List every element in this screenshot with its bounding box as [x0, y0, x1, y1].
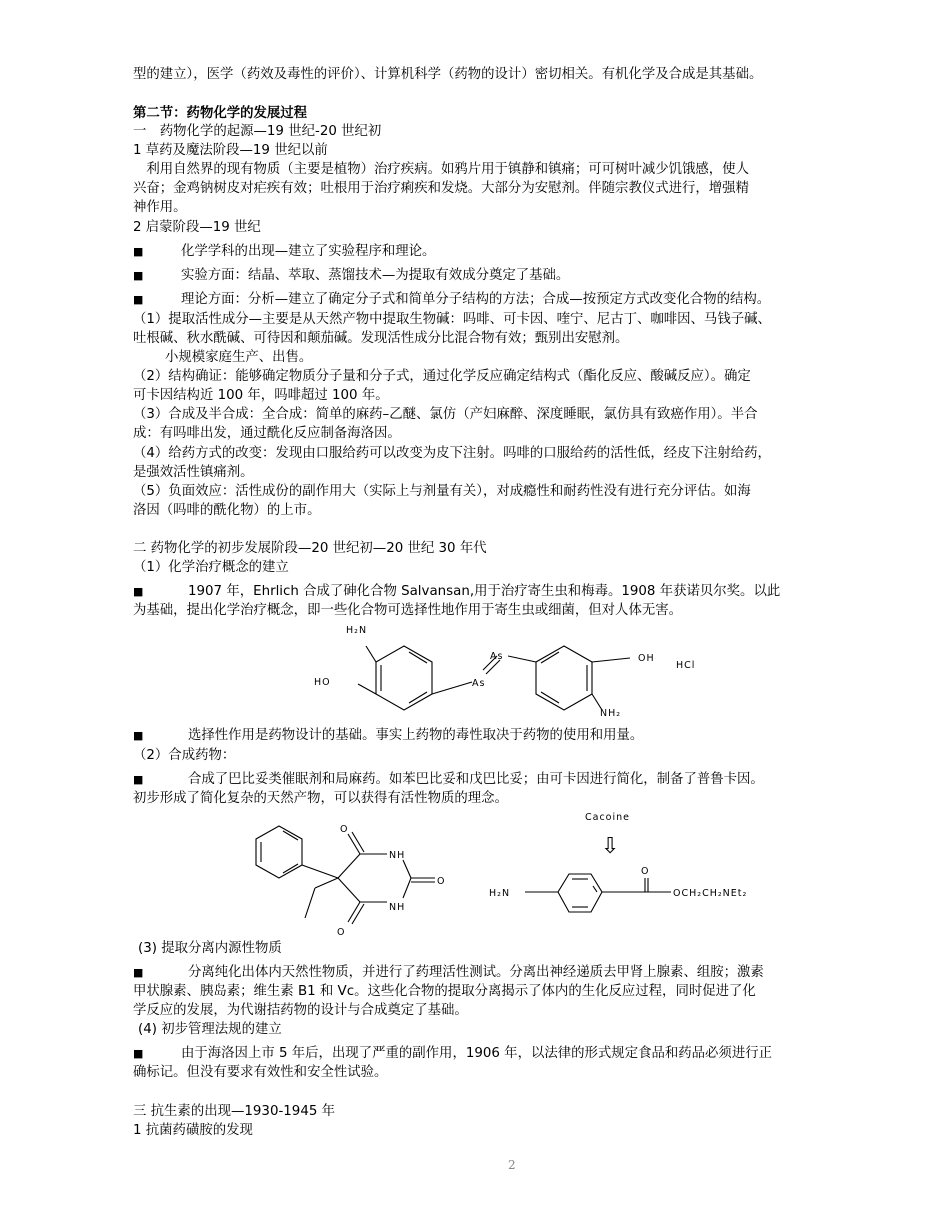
subheading: 三 抗生素的出现—1930-1945 年	[133, 1104, 336, 1119]
phenobarbital-structure	[245, 818, 455, 938]
amine-label: H₂N	[489, 888, 511, 899]
nh-label: NH	[389, 850, 406, 861]
ester-chain-label: OCH₂CH₂NEt₂	[673, 888, 748, 899]
arsenic-label: As	[490, 651, 504, 662]
cacoine-caption: Cacoine	[585, 812, 630, 823]
bullet-icon: ■	[133, 245, 144, 258]
text-line: 兴奋；金鸡钠树皮对疟疾有效；吐根用于治疗痢疾和发烧。大部分为安慰剂。伴随宗教仪式进行，增强精	[133, 181, 749, 196]
arsenic-label: As	[472, 678, 486, 689]
bullet-icon: ■	[133, 966, 144, 979]
text-line: 初步形成了简化复杂的天然产物，可以获得有活性物质的理念。	[133, 791, 508, 806]
text-line: （1）提取活性成分—主要是从天然产物中提取生物碱：吗啡、可卡因、喹宁、尼古丁、咖啡因、马钱子碱、	[133, 312, 771, 327]
oxygen-label: O	[437, 876, 446, 887]
subheading: 2 启蒙阶段—19 世纪	[133, 220, 261, 235]
bullet-icon: ■	[133, 293, 144, 306]
text-line: （3）合成及半合成：全合成：简单的麻药–乙醚、氯仿（产妇麻醉、深度睡眠，氯仿具有致癌作用）。半合	[133, 407, 758, 422]
section-heading: 第二节：药物化学的发展过程	[133, 106, 308, 121]
oxygen-label: O	[340, 824, 349, 835]
bullet-icon: ■	[133, 269, 144, 282]
subheading: 一 药物化学的起源—19 世纪-20 世纪初	[133, 124, 382, 139]
text-line: 确标记。但没有要求有效性和安全性试验。	[133, 1065, 388, 1080]
oxygen-label: O	[337, 927, 346, 938]
bullet-text: 实验方面：结晶、萃取、蒸馏技术—为提取有效成分奠定了基础。	[181, 268, 570, 283]
bullet-icon: ■	[133, 1047, 144, 1060]
text-line: 利用自然界的现有物质（主要是植物）治疗疾病。如鸦片用于镇静和镇痛；可可树叶减少饥饿感，使人	[133, 162, 749, 177]
text-line: （2）合成药物：	[133, 748, 236, 763]
bullet-text: 由于海洛因上市 5 年后，出现了严重的副作用，1906 年，以法律的形式规定食品和药品必须进行正	[181, 1046, 772, 1061]
bullet-icon: ■	[133, 585, 144, 598]
text-line: 学反应的发展，为代谢拮药物的设计与合成奠定了基础。	[133, 1003, 468, 1018]
text-line: （2）结构确证：能够确定物质分子量和分子式，通过化学反应确定结构式（酯化反应、酸碱反应）。确定	[133, 369, 751, 384]
text-line: 吐根碱、秋水酰碱、可待因和颠茄碱。发现活性成分比混合物有效；甄别出安慰剂。	[133, 331, 629, 346]
oxygen-label: O	[641, 866, 650, 877]
hydroxyl-label: HO	[314, 677, 331, 688]
subheading: 1 草药及魔法阶段—19 世纪以前	[133, 143, 328, 158]
bullet-text: 化学学科的出现—建立了实验程序和理论。	[181, 244, 436, 259]
text-line: 小规模家庭生产、出售。	[165, 350, 313, 365]
salvarsan-structure	[300, 618, 720, 720]
text-line: （4）给药方式的改变：发现由口服给药可以改变为皮下注射。吗啡的口服给药的活性低，经皮下注射给药，	[133, 446, 771, 461]
subheading: 二 药物化学的初步发展阶段—20 世纪初—20 世纪 30 年代	[133, 541, 487, 556]
arrow-down-icon: ⇩	[601, 834, 620, 859]
subheading: (3) 提取分离内源性物质	[138, 941, 282, 956]
page-number: 2	[508, 1158, 516, 1172]
bullet-text: 选择性作用是药物设计的基础。事实上药物的毒性取决于药物的使用和用量。	[188, 728, 644, 743]
amine-label: H₂N	[346, 625, 368, 636]
amine-label: NH₂	[600, 708, 622, 719]
bullet-text: 合成了巴比妥类催眠剂和局麻药。如苯巴比妥和戊巴比妥；由可卡因进行简化，制备了普鲁卡因。	[188, 772, 764, 787]
text-line: 是强效活性镇痛剂。	[133, 465, 254, 480]
procaine-structure	[485, 808, 775, 918]
hcl-label: HCl	[676, 660, 696, 671]
nh-label: NH	[389, 902, 406, 913]
text-line: （5）负面效应：活性成份的副作用大（实际上与剂量有关），对成瘾性和耐药性没有进行充分评估。如海	[133, 484, 751, 499]
text-line: 甲状腺素、胰岛素；维生素 B1 和 Vc。这些化合物的提取分离揭示了体内的生化反应过程，同时促进了化	[133, 984, 756, 999]
bullet-icon: ■	[133, 773, 144, 786]
subheading: (4) 初步管理法规的建立	[138, 1022, 282, 1037]
bullet-text: 1907 年，Ehrlich 合成了砷化合物 Salvansan,用于治疗寄生虫和梅毒。1908 年获诺贝尔奖。以此	[188, 584, 781, 599]
text-line: 可卡因结构近 100 年，吗啡超过 100 年。	[133, 388, 389, 403]
bullet-icon: ■	[133, 729, 144, 742]
hydroxyl-label: OH	[638, 653, 655, 664]
subheading: 1 抗菌药磺胺的发现	[133, 1123, 253, 1138]
bullet-text: 分离纯化出体内天然性物质，并进行了药理活性测试。分离出神经递质去甲肾上腺素、组胺；激素	[188, 965, 764, 980]
text-line: 神作用。	[133, 200, 187, 215]
text-line: 为基础，提出化学治疗概念，即一些化合物可选择性地作用于寄生虫或细菌，但对人体无害。	[133, 603, 683, 618]
bullet-text: 理论方面：分析—建立了确定分子式和简单分子结构的方法；合成—按预定方式改变化合物的结构。	[181, 292, 771, 307]
text-line: （1）化学治疗概念的建立	[133, 560, 289, 575]
text-line: 洛因（吗啡的酰化物）的上市。	[133, 503, 321, 518]
text-line: 成：有吗啡出发，通过酰化反应制备海洛因。	[133, 426, 401, 441]
text-line: 型的建立），医学（药效及毒性的评价）、计算机科学（药物的设计）密切相关。有机化学及合成是其基础。	[133, 67, 763, 82]
